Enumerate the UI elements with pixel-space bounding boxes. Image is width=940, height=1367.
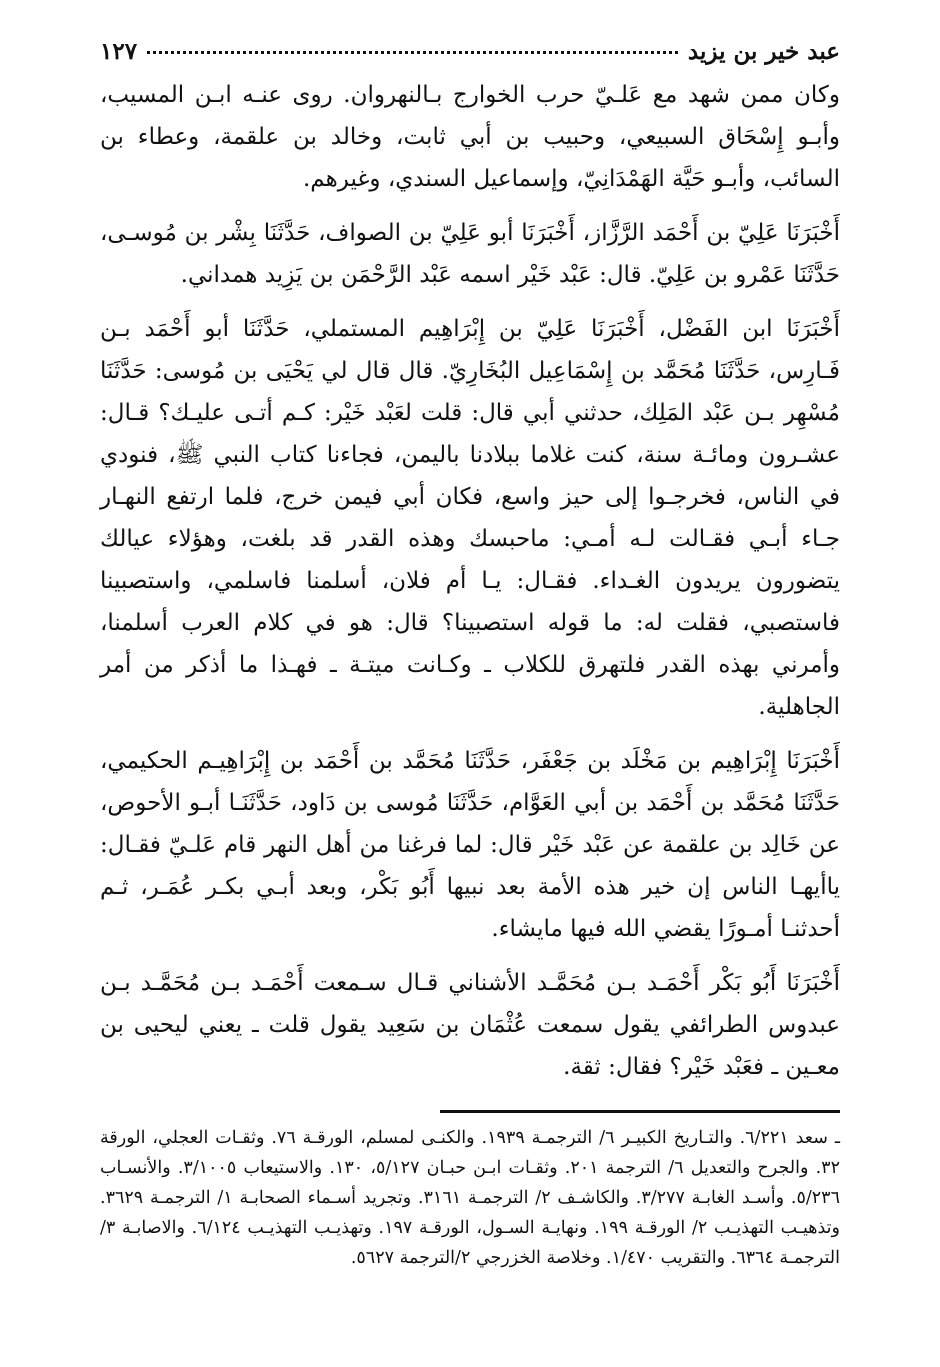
footnote-separator [440, 1110, 840, 1113]
running-title: عبد خير بن يزيد [687, 38, 840, 65]
paragraph-1: وكان ممن شهد مع عَلـيّ حرب الخوارج بـالنهروان. روى عنـه ابـن المسيب، وأبـو إِسْحَاق السبيعي، وحبيب بن أبي ثابت، وخالد بن علقمة، وعطاء بن السائب، وأبـو حَيَّة الهَمْدَانِيّ، وإسماعيل السندي، وغيرهم. [100, 82, 840, 192]
paragraph-5: أَخْبَرَنَا أَبُو بَكْر أَحْمَـد بـن مُحَمَّـد الأشناني قـال سـمعت أَحْمَـد بـن مُحَمَّـد بـن عبدوس الطرائفي يقول سمعت عُثْمَان بن سَعِيد يقول قلت ـ يعني ليحيى بن معـين ـ فعَبْد خَيْر؟ فقال: ثقة. [100, 970, 840, 1080]
main-text [100, 74, 840, 1088]
footnote: ـ سعد ٦/٢٢١. والتـاريخ الكبيـر ٦/ الترجمـة ١٩٣٩. والكنـى لمسلم، الورقـة ٧٦. وثقـات العجلي، الورقة ٣٢. والجرح والتعديل ٦/ الترجمة ٢٠١. وثقـات ابـن حبـان ٥/١٢٧، ١٣٠. والاستيعاب ٣/١٠٠٥. والأنسـاب ٥/٢٣٦. وأسـد الغابـة ٣/٢٧٧. والكاشـف ٢/ الترجمـة ٣١٦١. وتجريد أسـماء الصحابـة ١/ الترجمـة ٣٦٢٩. وتذهيـب التهذيـب ٢/ الورقـة ١٩٩. ونهايـة السـول، الورقـة ١٩٧. وتهذيـب التهذيـب ٦/١٢٤. والاصابـة ٣/ الترجمـة ٦٣٦٤. والتقريب ١/٤٧٠. وخلاصة الخزرجي ٢/الترجمة ٥٦٢٧. [100, 1128, 840, 1268]
paragraph-4: أَخْبَرَنَا إِبْرَاهِيم بن مَخْلَد بن جَعْفَر، حَدَّثَنَا مُحَمَّد بن أَحْمَد بن إِبْرَاهِيـم الحكيمي، حَدَّثَنَا مُحَمَّد بن أَحْمَد بن أبي العَوَّام، حَدَّثَنَا مُوسى بن دَاود، حَدَّثَنَـا أبـو الأحوص، عن خَالِد بن علقمة عن عَبْد خَيْر قال: لما فرغنا من أهل النهر قام عَلـيّ فقـال: ياأيهـا الناس إن خير هذه الأمة بعد نبيها أَبُو بَكْر، وبعد أبـي بكـر عُمَـر، ثـم أحدثنـا أمـورًا يقضي الله فيها مايشاء. [100, 748, 840, 942]
paragraph-2: أَخْبَرَنَا عَلِيّ بن أَحْمَد الرَّزَّاز، أَخْبَرَنَا أبو عَلِيّ بن الصواف، حَدَّثَنَا بِشْر بن مُوسـى، حَدَّثَنَا عَمْرو بن عَلِيّ. قال: عَبْد خَيْر اسمه عَبْد الرَّحْمَن بن يَزِيد همداني. [100, 220, 840, 288]
page-number: ١٢٧ [100, 38, 138, 65]
page-header [100, 30, 840, 74]
header-dot-leader [147, 51, 678, 54]
book-page [100, 30, 840, 1330]
paragraph-3: أَخْبَرَنَا ابن الفَضْل، أَخْبَرَنَا عَلِيّ بن إِبْرَاهِيم المستملي، حَدَّثَنَا أبو أَحْمَد بـن فَـارِس، حَدَّثَنَا مُحَمَّد بن إِسْمَاعِيل البُخَارِيّ. قال قال لي يَحْيَى بن مُوسى: حَدَّثَنَا مُسْهِر بـن عَبْد المَلِك، حدثني أبي قال: قلت لعَبْد خَيْر: كـم أتـى عليـك؟ قـال: عشـرون ومائـة سنة، كنت غلاما ببلادنا باليمن، فجاءنا كتاب النبي ﷺ، فنودي في الناس، فخرجـوا إلى حيز واسع، فكان أبي فيمن خرج، فلما ارتفع النهـار جـاء أبـي فقـالت لـه أمـي: ماحبسك وهذه القدر قد بلغت، وهؤلاء عيالك يتضورون يريدون الغـداء. فقـال: يـا أم فلان، أسلمنا فاسلمي، واستصبينا فاستصبي، فقلت له: ما قوله استصبينا؟ قال: هو في كلام العرب أسلمنا، وأمرني بهذه القدر فلتهرق للكلاب ـ وكـانت ميتـة ـ فهـذا ما أذكر من أمر الجاهلية. [100, 316, 840, 720]
